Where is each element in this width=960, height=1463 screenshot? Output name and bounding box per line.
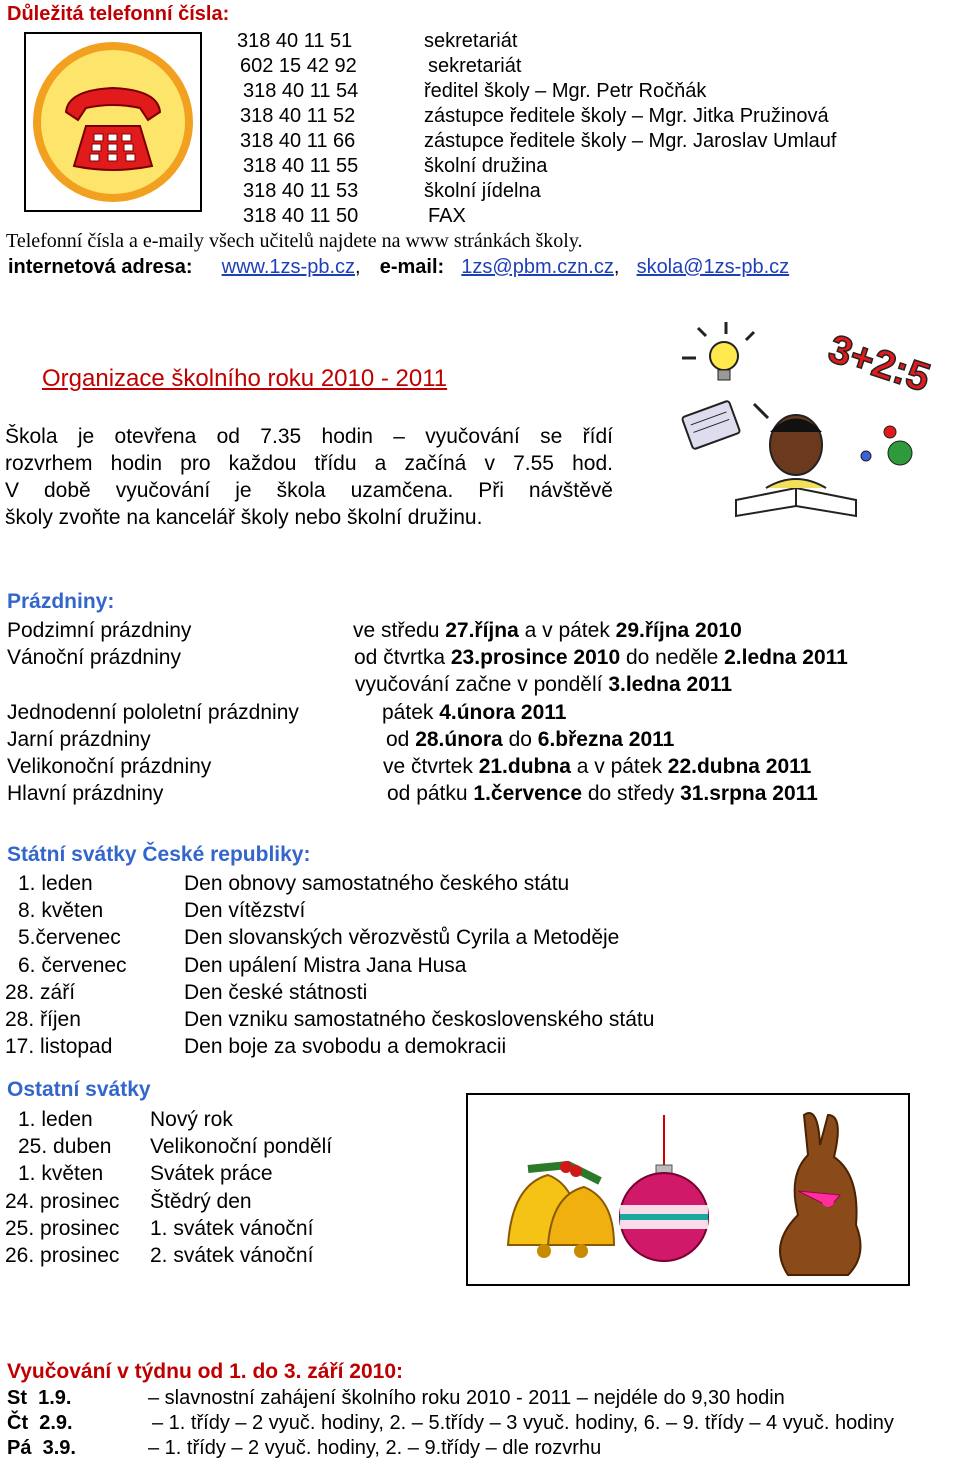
state-holiday-date: 28. září [5, 980, 76, 1004]
other-holiday-name: Nový rok [150, 1108, 233, 1131]
state-holiday-name: Den slovanských věrozvěstů Cyrila a Metoděje [184, 926, 620, 950]
holiday-dates [382, 699, 566, 726]
math-text: 3+2:5 [823, 326, 936, 401]
other-holiday-date: 1. leden [18, 1108, 93, 1131]
holiday-dates [353, 617, 742, 644]
holiday-date-part: 21.dubna [478, 755, 571, 778]
holiday-date-part: 6.března 2011 [537, 727, 675, 751]
state-holiday-name: Den vzniku samostatného československého státu [184, 1008, 655, 1031]
phone-description: ředitel školy – Mgr. Petr Ročňák [424, 80, 707, 102]
phone-number: 602 15 42 92 [240, 55, 357, 77]
week-day: St 1.9. [7, 1387, 72, 1409]
phone-icon-frame [24, 32, 202, 212]
internet-line [8, 256, 789, 279]
holiday-name: Jednodenní pololetní prázdniny [7, 700, 299, 724]
email-link-1[interactable]: 1zs@pbm.czn.cz [461, 256, 614, 278]
holiday-dates [387, 780, 818, 807]
state-holiday-date: 28. říjen [5, 1008, 81, 1031]
week-text: – slavnostní zahájení školního roku 2010 - 2011 – nejdéle do 9,30 hodin [148, 1387, 785, 1409]
holiday-date-part: 29.října 2010 [615, 619, 742, 642]
holidays-title: Prázdniny: [7, 590, 115, 613]
other-holiday-name: Štědrý den [150, 1189, 252, 1213]
state-holiday-name: Den boje za svobodu a demokracii [184, 1035, 507, 1059]
phone-number: 318 40 11 55 [243, 155, 359, 177]
phone-description: školní družina [424, 155, 548, 177]
holiday-date-part: 22.dubna 2011 [667, 755, 812, 778]
holiday-date-part: do neděle [620, 646, 725, 670]
state-holidays-title: Státní svátky České republiky: [7, 843, 311, 866]
email-link-2[interactable]: skola@1zs-pb.cz [636, 256, 790, 278]
holiday-date-part: 1.července [473, 782, 582, 806]
holiday-dates [355, 671, 732, 698]
state-holiday-date: 1. leden [18, 872, 93, 895]
other-holiday-name: 1. svátek vánoční [150, 1216, 314, 1240]
org-title: Organizace školního roku 2010 - 2011 [42, 365, 448, 392]
week-title: Vyučování v týdnu od 1. do 3. září 2010: [7, 1360, 404, 1383]
other-holiday-date: 25. duben [18, 1135, 112, 1159]
phone-number: 318 40 11 54 [243, 80, 359, 102]
holiday-name: Podzimní prázdniny [7, 619, 192, 642]
phone-description: FAX [428, 205, 466, 227]
separator: , [613, 256, 620, 278]
phone-description: zástupce ředitele školy – Mgr. Jitka Pružinová [424, 105, 829, 127]
holiday-date-part: od pátku [387, 782, 474, 806]
week-day: Pá 3.9. [7, 1437, 76, 1459]
other-holidays-title: Ostatní svátky [7, 1078, 151, 1101]
org-line: V době vyučování je škola uzamčena. Při návštěvě [5, 479, 613, 502]
week-day: Čt 2.9. [7, 1412, 73, 1434]
state-holiday-name: Den upálení Mistra Jana Husa [184, 953, 467, 977]
phone-description: zástupce ředitele školy – Mgr. Jaroslav Umlauf [424, 130, 837, 152]
separator: , [355, 256, 361, 278]
telephone-icon [26, 34, 200, 210]
holiday-date-part: 27.října [445, 619, 519, 642]
other-holiday-date: 1. květen [18, 1162, 104, 1186]
holiday-date-part: 31.srpna 2011 [680, 782, 818, 806]
org-line: školy zvoňte na kancelář školy nebo školní družinu. [5, 506, 483, 529]
holiday-decorations-icon [468, 1095, 908, 1284]
state-holiday-date: 5.červenec [18, 926, 121, 950]
phone-number: 318 40 11 66 [240, 130, 356, 152]
web-link[interactable]: www.1zs-pb.cz [221, 256, 356, 278]
holiday-date-part: do středy [582, 782, 681, 806]
state-holiday-date: 6. červenec [18, 953, 127, 977]
org-line: Škola je otevřena od 7.35 hodin – vyučování se řídí [5, 425, 613, 448]
phone-number: 318 40 11 50 [243, 205, 359, 227]
holiday-name: Hlavní prázdniny [7, 782, 164, 806]
holiday-date-part: do [502, 727, 538, 751]
week-text: – 1. třídy – 2 vyuč. hodiny, 2. – 5.třídy – 3 vyuč. hodiny, 6. – 9. třídy – 4 vyuč. hodiny [152, 1412, 894, 1434]
holiday-date-part: od čtvrtka [354, 646, 451, 670]
state-holiday-date: 17. listopad [5, 1035, 113, 1059]
org-line: rozvrhem hodin pro každou třídu a začíná v 7.55 hod. [5, 452, 613, 475]
student-reading-icon [676, 320, 946, 540]
other-holiday-date: 25. prosinec [5, 1216, 120, 1240]
phone-number: 318 40 11 53 [243, 180, 359, 202]
holiday-images-frame [466, 1093, 910, 1286]
holiday-dates [386, 726, 674, 753]
holiday-date-part: ve čtvrtek [383, 755, 479, 778]
other-holiday-name: Velikonoční pondělí [150, 1135, 333, 1159]
phone-description: sekretariát [424, 30, 518, 52]
holiday-date-part: 23.prosince 2010 [450, 646, 621, 670]
phone-number: 318 40 11 52 [240, 105, 356, 127]
holiday-date-part: 3.ledna 2011 [608, 673, 733, 697]
holiday-date-part: 28.února [415, 727, 503, 751]
holiday-date-part: a v pátek [570, 755, 668, 778]
other-holiday-name: Svátek práce [150, 1162, 273, 1186]
holiday-date-part: ve středu [353, 619, 446, 642]
holiday-dates [354, 644, 848, 671]
email-label: e-mail: [379, 256, 445, 278]
phones-title: Důležitá telefonní čísla: [7, 3, 230, 25]
holiday-dates [383, 753, 811, 780]
holiday-date-part: 4.února 2011 [439, 700, 567, 724]
phone-description: sekretariát [428, 55, 522, 77]
holiday-date-part: od [386, 727, 416, 751]
holiday-date-part: a v pátek [518, 619, 616, 642]
internet-label: internetová adresa: [8, 256, 193, 278]
holiday-name: Vánoční prázdniny [7, 646, 181, 670]
holiday-date-part: 2.ledna 2011 [724, 646, 848, 670]
state-holiday-name: Den obnovy samostatného českého státu [184, 872, 570, 895]
state-holiday-name: Den české státnosti [184, 980, 368, 1004]
week-text: – 1. třídy – 2 vyuč. hodiny, 2. – 9.třídy – dle rozvrhu [148, 1437, 602, 1459]
phones-note: Telefonní čísla a e-maily všech učitelů najdete na www stránkách školy. [6, 230, 583, 252]
phone-description: školní jídelna [424, 180, 541, 202]
state-holiday-name: Den vítězství [184, 899, 306, 923]
phone-number: 318 40 11 51 [237, 30, 353, 52]
state-holiday-date: 8. květen [18, 899, 104, 923]
holiday-name: Velikonoční prázdniny [7, 755, 212, 778]
other-holiday-name: 2. svátek vánoční [150, 1244, 314, 1267]
holiday-date-part: vyučování začne v pondělí [355, 673, 609, 697]
holiday-date-part: pátek [382, 700, 440, 724]
other-holiday-date: 24. prosinec [5, 1189, 120, 1213]
other-holiday-date: 26. prosinec [5, 1244, 120, 1267]
holiday-name: Jarní prázdniny [7, 727, 151, 751]
student-illustration [676, 320, 946, 540]
